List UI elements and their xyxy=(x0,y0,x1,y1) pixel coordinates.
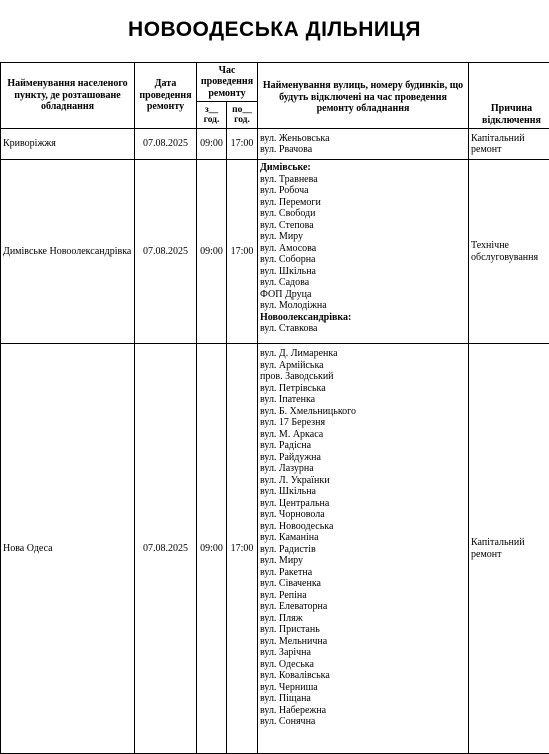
street-item: вул. Садова xyxy=(260,277,466,289)
header-settlement: Найменування населеного пункту, де розташоване обладнання xyxy=(1,63,135,129)
street-item: вул. Рвачова xyxy=(260,144,466,156)
header-streets: Найменування вулиць, номеру будинків, що будуть відключені на час проведення ремонту обладнання xyxy=(258,63,469,129)
street-item: вул. Репіна xyxy=(260,590,466,602)
streets-cell xyxy=(258,344,469,754)
header-reason: Причина відключення xyxy=(469,102,549,129)
header-reason-top xyxy=(469,63,549,102)
table-row xyxy=(1,160,549,344)
street-item: вул. Набережна xyxy=(260,705,466,717)
street-item: вул. Мельнична xyxy=(260,636,466,648)
street-item: вул. Ковалівська xyxy=(260,670,466,682)
street-item: вул. Л. Українки xyxy=(260,475,466,487)
street-item: вул. Миру xyxy=(260,231,466,243)
date-cell: 07.08.2025 xyxy=(135,129,197,160)
street-item: вул. Ракетна xyxy=(260,567,466,579)
street-item: вул. Женьовська xyxy=(260,133,466,145)
street-item: вул. Одеська xyxy=(260,659,466,671)
street-item: вул. Черниша xyxy=(260,682,466,694)
street-item: вул. Миру xyxy=(260,555,466,567)
street-item: вул. Новоодеська xyxy=(260,521,466,533)
header-from: з__ год. xyxy=(197,102,227,129)
street-item: вул. Соборна xyxy=(260,254,466,266)
street-item: вул. Армійська xyxy=(260,360,466,372)
street-item: вул. Пристань xyxy=(260,624,466,636)
street-item: вул. Пляж xyxy=(260,613,466,625)
page-title: НОВООДЕСЬКА ДІЛЬНИЦЯ xyxy=(0,18,549,42)
street-group-heading: Димівське: xyxy=(260,162,466,174)
street-item: вул. Елеваторна xyxy=(260,601,466,613)
street-item: вул. Степова xyxy=(260,220,466,232)
street-item: вул. Свободи xyxy=(260,208,466,220)
settlement-cell: Нова Одеса xyxy=(1,344,135,754)
street-item: вул. Сонячна xyxy=(260,716,466,728)
street-group-heading: Новоолександрівка: xyxy=(260,312,466,324)
street-item: вул. Радісна xyxy=(260,440,466,452)
street-item: вул. Петрівська xyxy=(260,383,466,395)
street-item: ФОП Друца xyxy=(260,289,466,301)
street-item: вул. Каманіна xyxy=(260,532,466,544)
street-item: вул. Радистів xyxy=(260,544,466,556)
street-item: вул. М. Аркаса xyxy=(260,429,466,441)
street-item: вул. Лазурна xyxy=(260,463,466,475)
table-row xyxy=(1,344,549,754)
table-row xyxy=(1,129,549,160)
street-item: вул. Зарічна xyxy=(260,647,466,659)
street-item: вул. Чорновола xyxy=(260,509,466,521)
street-item: вул. Б. Хмельницького xyxy=(260,406,466,418)
street-item: вул. Піщана xyxy=(260,693,466,705)
header-time: Час проведення ремонту xyxy=(197,63,258,102)
street-item: вул. 17 Березня xyxy=(260,417,466,429)
from-cell: 09:00 xyxy=(197,160,227,344)
street-item: вул. Іпатенка xyxy=(260,394,466,406)
street-item: вул. Перемоги xyxy=(260,197,466,209)
street-item: пров. Заводський xyxy=(260,371,466,383)
header-to: по__ год. xyxy=(227,102,258,129)
street-item: вул. Робоча xyxy=(260,185,466,197)
street-item: вул. Шкільна xyxy=(260,266,466,278)
street-item: вул. Амосова xyxy=(260,243,466,255)
date-cell: 07.08.2025 xyxy=(135,344,197,754)
to-cell: 17:00 xyxy=(227,160,258,344)
header-date: Дата проведення ремонту xyxy=(135,63,197,129)
reason-cell: Капітальний ремонт xyxy=(469,129,549,160)
to-cell: 17:00 xyxy=(227,129,258,160)
street-item: вул. Центральна xyxy=(260,498,466,510)
streets-cell xyxy=(258,129,469,160)
settlement-cell: Криворіжжя xyxy=(1,129,135,160)
street-item: вул. Молодіжна xyxy=(260,300,466,312)
street-item: вул. Ставкова xyxy=(260,323,466,335)
reason-cell: Технічне обслуговування xyxy=(469,160,549,344)
settlement-cell: Димівське Новоолександрівка xyxy=(1,160,135,344)
outage-schedule-table xyxy=(0,62,549,754)
to-cell: 17:00 xyxy=(227,344,258,754)
from-cell: 09:00 xyxy=(197,344,227,754)
street-item: вул. Райдужна xyxy=(260,452,466,464)
from-cell: 09:00 xyxy=(197,129,227,160)
reason-cell: Капітальний ремонт xyxy=(469,344,549,754)
street-item: вул. Шкільна xyxy=(260,486,466,498)
date-cell: 07.08.2025 xyxy=(135,160,197,344)
street-item: вул. Сіваченка xyxy=(260,578,466,590)
street-item: вул. Травнева xyxy=(260,174,466,186)
streets-cell xyxy=(258,160,469,344)
street-item: вул. Д. Лимаренка xyxy=(260,348,466,360)
